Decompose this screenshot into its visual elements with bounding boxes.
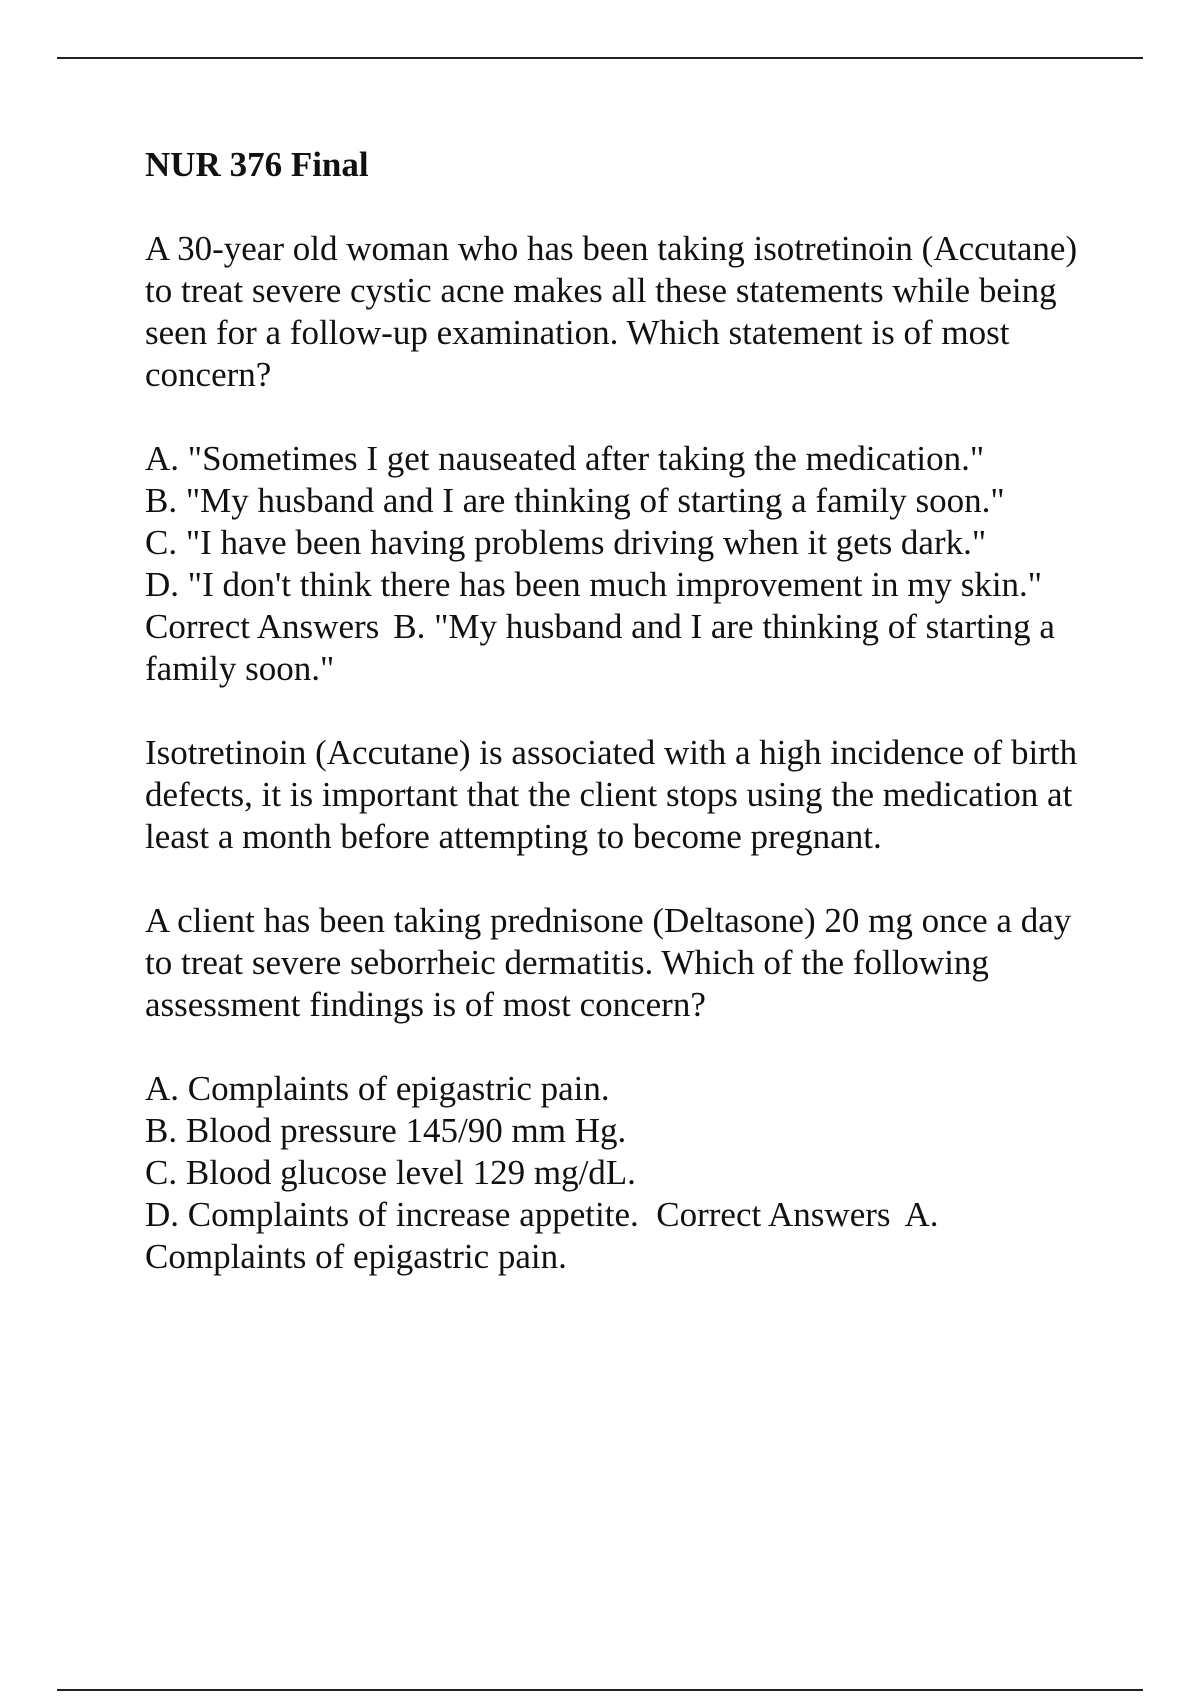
answer-label: Correct Answers (145, 607, 380, 646)
question-2-option-a: A. Complaints of epigastric pain. (145, 1069, 610, 1108)
document-body (145, 144, 1095, 1278)
answer-text: A. Complaints of epigastric pain. (145, 1195, 939, 1276)
question-2-option-d-and-answer (145, 1195, 939, 1276)
question-1-options (145, 438, 1095, 690)
bottom-rule (57, 1689, 1143, 1691)
question-1-rationale: Isotretinoin (Accutane) is associated with a high incidence of birth defects, it is important that the client stops using the medication at least a month before attempting to become pregnant. (145, 733, 1078, 856)
question-2-option-c: C. Blood glucose level 129 mg/dL. (145, 1153, 636, 1192)
question-2-options (145, 1068, 1095, 1278)
question-1-stem: A 30-year old woman who has been taking isotretinoin (Accutane) to treat severe cystic acne makes all these statements while being seen for a follow-up examination. Which statement is of most concern? (145, 229, 1078, 394)
answer-label: Correct Answers (656, 1195, 891, 1234)
question-1-answer (145, 606, 1095, 690)
answer-text: B. "My husband and I are thinking of starting a family soon." (145, 607, 1055, 688)
question-1-option-c: C. "I have been having problems driving when it gets dark." (145, 523, 987, 562)
question-2-stem: A client has been taking prednisone (Deltasone) 20 mg once a day to treat severe seborrheic dermatitis. Which of the following assessment findings is of most concern? (145, 901, 1072, 1024)
question-1-option-a: A. "Sometimes I get nauseated after taking the medication." (145, 439, 985, 478)
top-rule (57, 57, 1143, 59)
document-title: NUR 376 Final (145, 145, 369, 184)
question-1-option-b: B. "My husband and I are thinking of starting a family soon." (145, 481, 1005, 520)
question-2-option-d: D. Complaints of increase appetite. (145, 1195, 639, 1234)
question-2-option-b: B. Blood pressure 145/90 mm Hg. (145, 1111, 627, 1150)
question-1-option-d: D. "I don't think there has been much improvement in my skin." (145, 565, 1043, 604)
